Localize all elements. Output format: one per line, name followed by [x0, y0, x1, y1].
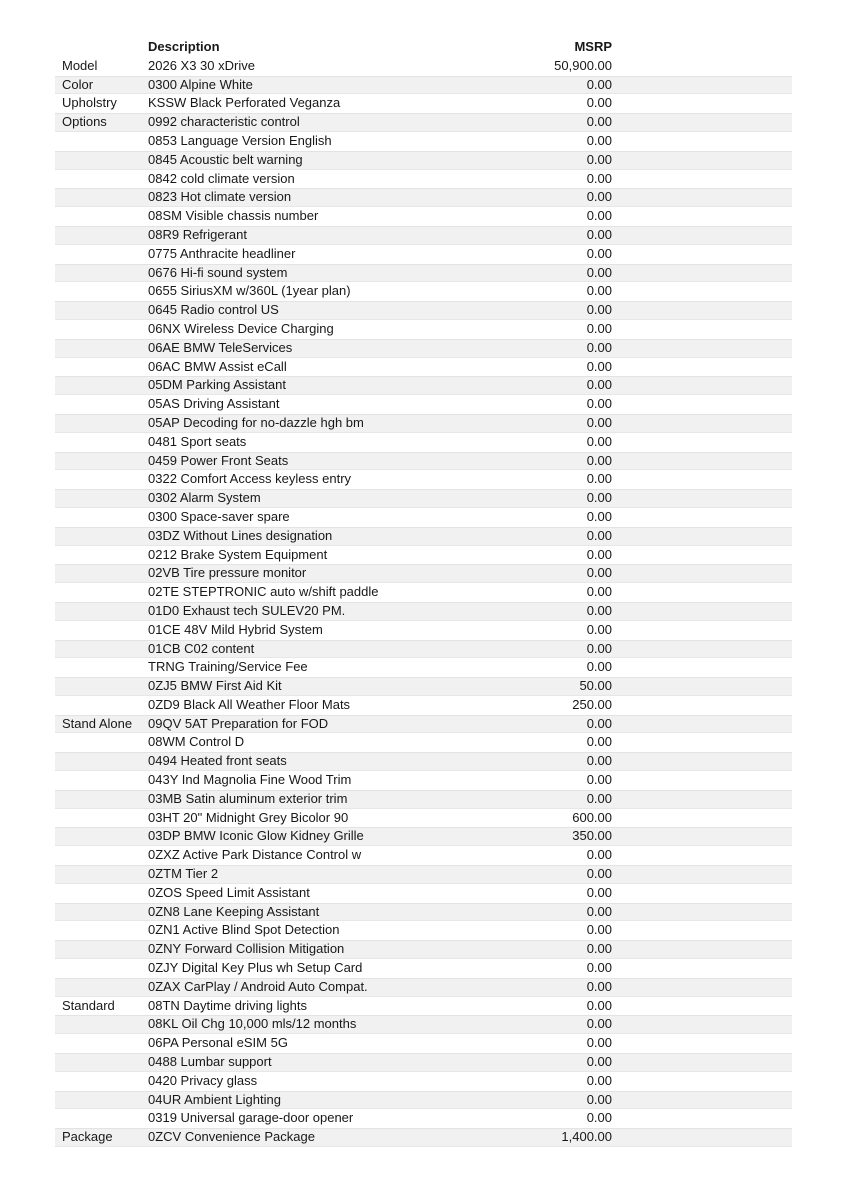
table-row — [55, 452, 792, 471]
description-cell: 0676 Hi-fi sound system — [148, 264, 288, 280]
row-spacer — [612, 264, 792, 283]
row-spacer — [612, 1072, 792, 1091]
msrp-cell: 0.00 — [586, 546, 612, 562]
msrp-cell: 50,900.00 — [554, 57, 612, 73]
table-row — [55, 940, 792, 959]
description-cell: 0992 characteristic control — [148, 114, 300, 130]
msrp-cell: 50.00 — [579, 678, 612, 694]
description-cell: 0302 Alarm System — [148, 490, 261, 506]
table-row — [55, 226, 792, 245]
table-row — [55, 282, 792, 301]
row-spacer — [612, 715, 792, 734]
header-spacer — [612, 38, 792, 57]
table-row — [55, 433, 792, 452]
msrp-cell: 0.00 — [586, 433, 612, 449]
table-row — [55, 395, 792, 414]
description-cell: 0481 Sport seats — [148, 433, 247, 449]
description-cell: 0645 Radio control US — [148, 302, 279, 318]
table-row — [55, 546, 792, 565]
msrp-cell: 0.00 — [586, 452, 612, 468]
description-cell: 0ZJ5 BMW First Aid Kit — [148, 678, 282, 694]
row-spacer — [612, 790, 792, 809]
msrp-cell: 0.00 — [586, 997, 612, 1013]
row-spacer — [612, 564, 792, 583]
msrp-cell: 0.00 — [586, 960, 612, 976]
row-spacer — [612, 226, 792, 245]
msrp-cell: 0.00 — [586, 640, 612, 656]
description-cell: 05AS Driving Assistant — [148, 396, 280, 412]
category-column-header — [55, 38, 148, 57]
msrp-cell: 0.00 — [586, 302, 612, 318]
table-row — [55, 1015, 792, 1034]
category-cell — [55, 489, 148, 508]
table-row — [55, 245, 792, 264]
category-cell — [55, 1015, 148, 1034]
description-cell: 03HT 20" Midnight Grey Bicolor 90 — [148, 809, 349, 825]
category-cell — [55, 752, 148, 771]
table-row — [55, 959, 792, 978]
row-spacer — [612, 846, 792, 865]
description-cell: 0ZCV Convenience Package — [148, 1129, 315, 1145]
table-row — [55, 640, 792, 659]
table-header-row — [55, 38, 792, 57]
row-spacer — [612, 921, 792, 940]
table-row — [55, 76, 792, 95]
msrp-column-header: MSRP — [574, 39, 612, 54]
row-spacer — [612, 865, 792, 884]
category-cell: Color — [62, 76, 94, 92]
table-row — [55, 320, 792, 339]
msrp-cell: 0.00 — [586, 659, 612, 675]
row-spacer — [612, 339, 792, 358]
row-spacer — [612, 1109, 792, 1128]
msrp-cell: 0.00 — [586, 414, 612, 430]
description-cell: 0ZTM Tier 2 — [148, 866, 219, 882]
category-cell — [55, 470, 148, 489]
table-row — [55, 583, 792, 602]
table-row — [55, 1072, 792, 1091]
msrp-cell: 0.00 — [586, 884, 612, 900]
table-row — [55, 1109, 792, 1128]
table-body — [55, 57, 792, 1147]
row-spacer — [612, 602, 792, 621]
row-spacer — [612, 959, 792, 978]
description-cell: 0ZXZ Active Park Distance Control w — [148, 847, 362, 863]
description-cell: 03DZ Without Lines designation — [148, 527, 333, 543]
row-spacer — [612, 207, 792, 226]
row-spacer — [612, 1034, 792, 1053]
table-row — [55, 677, 792, 696]
description-cell: 01CB C02 content — [148, 640, 255, 656]
msrp-cell: 0.00 — [586, 753, 612, 769]
category-cell — [55, 959, 148, 978]
msrp-cell: 0.00 — [586, 358, 612, 374]
table-row — [55, 132, 792, 151]
row-spacer — [612, 752, 792, 771]
row-spacer — [612, 301, 792, 320]
category-cell — [55, 809, 148, 828]
description-cell: 02TE STEPTRONIC auto w/shift paddle — [148, 584, 379, 600]
msrp-cell: 0.00 — [586, 1016, 612, 1032]
table-row — [55, 903, 792, 922]
category-cell — [55, 527, 148, 546]
msrp-cell: 1,400.00 — [561, 1129, 612, 1145]
msrp-cell: 0.00 — [586, 866, 612, 882]
category-cell — [55, 696, 148, 715]
category-cell — [55, 395, 148, 414]
row-spacer — [612, 997, 792, 1016]
description-cell: 043Y Ind Magnolia Fine Wood Trim — [148, 772, 352, 788]
row-spacer — [612, 245, 792, 264]
row-spacer — [612, 677, 792, 696]
row-spacer — [612, 282, 792, 301]
table-row — [55, 997, 792, 1016]
description-cell: 06NX Wireless Device Charging — [148, 320, 334, 336]
description-cell: 0842 cold climate version — [148, 170, 295, 186]
msrp-cell: 0.00 — [586, 584, 612, 600]
table-row — [55, 715, 792, 734]
table-row — [55, 527, 792, 546]
msrp-cell: 250.00 — [572, 696, 612, 712]
category-cell: Upholstry — [62, 95, 117, 111]
row-spacer — [612, 395, 792, 414]
msrp-cell: 0.00 — [586, 320, 612, 336]
msrp-cell: 0.00 — [586, 471, 612, 487]
category-cell — [55, 508, 148, 527]
description-cell: 06AE BMW TeleServices — [148, 339, 293, 355]
row-spacer — [612, 94, 792, 113]
description-cell: 05AP Decoding for no-dazzle hgh bm — [148, 414, 364, 430]
description-column-header: Description — [148, 39, 220, 54]
msrp-cell: 600.00 — [572, 809, 612, 825]
msrp-cell: 0.00 — [586, 565, 612, 581]
table-row — [55, 188, 792, 207]
msrp-cell: 0.00 — [586, 903, 612, 919]
category-cell — [55, 884, 148, 903]
category-cell: Model — [62, 57, 98, 73]
msrp-cell: 0.00 — [586, 245, 612, 261]
row-spacer — [612, 358, 792, 377]
category-cell — [55, 282, 148, 301]
msrp-cell: 0.00 — [586, 978, 612, 994]
msrp-cell: 0.00 — [586, 95, 612, 111]
description-cell: 2026 X3 30 xDrive — [148, 57, 255, 73]
table-row — [55, 470, 792, 489]
category-cell — [55, 677, 148, 696]
category-cell — [55, 790, 148, 809]
table-row — [55, 170, 792, 189]
category-cell — [55, 846, 148, 865]
table-row — [55, 1053, 792, 1072]
row-spacer — [612, 771, 792, 790]
category-cell — [55, 546, 148, 565]
table-row — [55, 884, 792, 903]
msrp-cell: 0.00 — [586, 132, 612, 148]
category-cell — [55, 583, 148, 602]
category-cell — [55, 433, 148, 452]
category-cell: Package — [62, 1129, 113, 1145]
table-row — [55, 113, 792, 132]
table-row — [55, 151, 792, 170]
row-spacer — [612, 640, 792, 659]
row-spacer — [612, 733, 792, 752]
description-cell: 0300 Space-saver spare — [148, 508, 290, 524]
table-row — [55, 809, 792, 828]
table-row — [55, 339, 792, 358]
category-cell — [55, 376, 148, 395]
table-row — [55, 752, 792, 771]
description-cell: 0212 Brake System Equipment — [148, 546, 328, 562]
description-cell: 0845 Acoustic belt warning — [148, 151, 303, 167]
row-spacer — [612, 113, 792, 132]
msrp-cell: 0.00 — [586, 734, 612, 750]
row-spacer — [612, 1091, 792, 1110]
description-cell: 03MB Satin aluminum exterior trim — [148, 790, 348, 806]
category-cell — [55, 564, 148, 583]
table-row — [55, 921, 792, 940]
msrp-cell: 350.00 — [572, 828, 612, 844]
msrp-cell: 0.00 — [586, 377, 612, 393]
table-row — [55, 508, 792, 527]
row-spacer — [612, 76, 792, 95]
msrp-cell: 0.00 — [586, 1054, 612, 1070]
description-cell: 08WM Control D — [148, 734, 245, 750]
category-cell — [55, 658, 148, 677]
category-cell — [55, 264, 148, 283]
vehicle-options-table — [55, 38, 792, 1147]
table-row — [55, 790, 792, 809]
msrp-cell: 0.00 — [586, 790, 612, 806]
table-row — [55, 1128, 792, 1147]
description-cell: 0655 SiriusXM w/360L (1year plan) — [148, 283, 351, 299]
table-row — [55, 846, 792, 865]
category-cell — [55, 339, 148, 358]
table-row — [55, 489, 792, 508]
msrp-cell: 0.00 — [586, 1035, 612, 1051]
table-row — [55, 358, 792, 377]
description-cell: 0ZN8 Lane Keeping Assistant — [148, 903, 320, 919]
category-cell — [55, 452, 148, 471]
description-cell: 01CE 48V Mild Hybrid System — [148, 621, 323, 637]
category-cell — [55, 771, 148, 790]
msrp-cell: 0.00 — [586, 189, 612, 205]
row-spacer — [612, 940, 792, 959]
category-cell — [55, 414, 148, 433]
category-cell — [55, 245, 148, 264]
row-spacer — [612, 508, 792, 527]
description-cell: 0420 Privacy glass — [148, 1072, 258, 1088]
description-cell: 06AC BMW Assist eCall — [148, 358, 287, 374]
row-spacer — [612, 827, 792, 846]
description-cell: 0459 Power Front Seats — [148, 452, 289, 468]
msrp-cell: 0.00 — [586, 170, 612, 186]
msrp-cell: 0.00 — [586, 941, 612, 957]
row-spacer — [612, 489, 792, 508]
category-cell — [55, 1034, 148, 1053]
row-spacer — [612, 1015, 792, 1034]
row-spacer — [612, 1053, 792, 1072]
row-spacer — [612, 57, 792, 76]
description-cell: 0ZJY Digital Key Plus wh Setup Card — [148, 960, 363, 976]
table-row — [55, 414, 792, 433]
description-cell: 04UR Ambient Lighting — [148, 1091, 281, 1107]
category-cell — [55, 978, 148, 997]
msrp-cell: 0.00 — [586, 208, 612, 224]
description-cell: 0ZD9 Black All Weather Floor Mats — [148, 696, 351, 712]
category-cell — [55, 1091, 148, 1110]
msrp-cell: 0.00 — [586, 151, 612, 167]
table-row — [55, 94, 792, 113]
row-spacer — [612, 527, 792, 546]
category-cell — [55, 602, 148, 621]
table-row — [55, 827, 792, 846]
msrp-cell: 0.00 — [586, 847, 612, 863]
category-cell: Stand Alone — [62, 715, 133, 731]
description-cell: 08TN Daytime driving lights — [148, 997, 307, 1013]
category-cell — [55, 151, 148, 170]
table-row — [55, 264, 792, 283]
msrp-cell: 0.00 — [586, 1091, 612, 1107]
description-cell: TRNG Training/Service Fee — [148, 659, 308, 675]
description-cell: 0300 Alpine White — [148, 76, 253, 92]
row-spacer — [612, 151, 792, 170]
category-cell — [55, 940, 148, 959]
description-cell: 0ZN1 Active Blind Spot Detection — [148, 922, 340, 938]
row-spacer — [612, 583, 792, 602]
category-cell — [55, 301, 148, 320]
row-spacer — [612, 621, 792, 640]
category-cell — [55, 188, 148, 207]
table-row — [55, 207, 792, 226]
row-spacer — [612, 658, 792, 677]
row-spacer — [612, 170, 792, 189]
table-row — [55, 696, 792, 715]
description-cell: 01D0 Exhaust tech SULEV20 PM. — [148, 602, 346, 618]
row-spacer — [612, 696, 792, 715]
table-row — [55, 658, 792, 677]
category-cell — [55, 827, 148, 846]
msrp-cell: 0.00 — [586, 527, 612, 543]
msrp-cell: 0.00 — [586, 772, 612, 788]
row-spacer — [612, 320, 792, 339]
row-spacer — [612, 903, 792, 922]
msrp-cell: 0.00 — [586, 283, 612, 299]
category-cell: Standard — [62, 997, 115, 1013]
row-spacer — [612, 414, 792, 433]
row-spacer — [612, 809, 792, 828]
table-row — [55, 978, 792, 997]
category-cell — [55, 358, 148, 377]
msrp-cell: 0.00 — [586, 264, 612, 280]
msrp-cell: 0.00 — [586, 396, 612, 412]
msrp-cell: 0.00 — [586, 602, 612, 618]
msrp-cell: 0.00 — [586, 922, 612, 938]
table-row — [55, 602, 792, 621]
row-spacer — [612, 978, 792, 997]
description-cell: 0853 Language Version English — [148, 132, 332, 148]
msrp-cell: 0.00 — [586, 1110, 612, 1126]
row-spacer — [612, 188, 792, 207]
description-cell: 02VB Tire pressure monitor — [148, 565, 307, 581]
table-row — [55, 1091, 792, 1110]
table-row — [55, 376, 792, 395]
category-cell — [55, 903, 148, 922]
category-cell — [55, 865, 148, 884]
row-spacer — [612, 376, 792, 395]
description-cell: KSSW Black Perforated Veganza — [148, 95, 341, 111]
msrp-cell: 0.00 — [586, 508, 612, 524]
table-row — [55, 1034, 792, 1053]
description-cell: 05DM Parking Assistant — [148, 377, 287, 393]
category-cell — [55, 1053, 148, 1072]
description-cell: 0488 Lumbar support — [148, 1054, 272, 1070]
category-cell — [55, 132, 148, 151]
row-spacer — [612, 132, 792, 151]
category-cell — [55, 733, 148, 752]
category-cell — [55, 1072, 148, 1091]
description-cell: 08KL Oil Chg 10,000 mls/12 months — [148, 1016, 357, 1032]
row-spacer — [612, 884, 792, 903]
description-cell: 08SM Visible chassis number — [148, 208, 319, 224]
description-cell: 0322 Comfort Access keyless entry — [148, 471, 352, 487]
table-row — [55, 771, 792, 790]
msrp-cell: 0.00 — [586, 339, 612, 355]
description-cell: 09QV 5AT Preparation for FOD — [148, 715, 329, 731]
category-cell — [55, 921, 148, 940]
table-row — [55, 733, 792, 752]
description-cell: 0494 Heated front seats — [148, 753, 287, 769]
msrp-cell: 0.00 — [586, 76, 612, 92]
table-row — [55, 301, 792, 320]
category-cell — [55, 640, 148, 659]
msrp-cell: 0.00 — [586, 226, 612, 242]
category-cell — [55, 621, 148, 640]
table-row — [55, 564, 792, 583]
row-spacer — [612, 470, 792, 489]
description-cell: 0ZNY Forward Collision Mitigation — [148, 941, 345, 957]
description-cell: 0823 Hot climate version — [148, 189, 292, 205]
msrp-cell: 0.00 — [586, 1072, 612, 1088]
msrp-cell: 0.00 — [586, 715, 612, 731]
table-row — [55, 865, 792, 884]
category-cell — [55, 320, 148, 339]
description-cell: 0ZOS Speed Limit Assistant — [148, 884, 310, 900]
category-cell — [55, 1109, 148, 1128]
row-spacer — [612, 1128, 792, 1147]
row-spacer — [612, 452, 792, 471]
msrp-cell: 0.00 — [586, 114, 612, 130]
description-cell: 0319 Universal garage-door opener — [148, 1110, 354, 1126]
category-cell: Options — [62, 114, 107, 130]
description-cell: 0775 Anthracite headliner — [148, 245, 296, 261]
msrp-cell: 0.00 — [586, 490, 612, 506]
table-row — [55, 621, 792, 640]
category-cell — [55, 226, 148, 245]
description-cell: 08R9 Refrigerant — [148, 226, 247, 242]
msrp-cell: 0.00 — [586, 621, 612, 637]
row-spacer — [612, 433, 792, 452]
description-cell: 06PA Personal eSIM 5G — [148, 1035, 288, 1051]
table-row — [55, 57, 792, 76]
category-cell — [55, 207, 148, 226]
description-cell: 0ZAX CarPlay / Android Auto Compat. — [148, 978, 368, 994]
row-spacer — [612, 546, 792, 565]
category-cell — [55, 170, 148, 189]
description-cell: 03DP BMW Iconic Glow Kidney Grille — [148, 828, 364, 844]
